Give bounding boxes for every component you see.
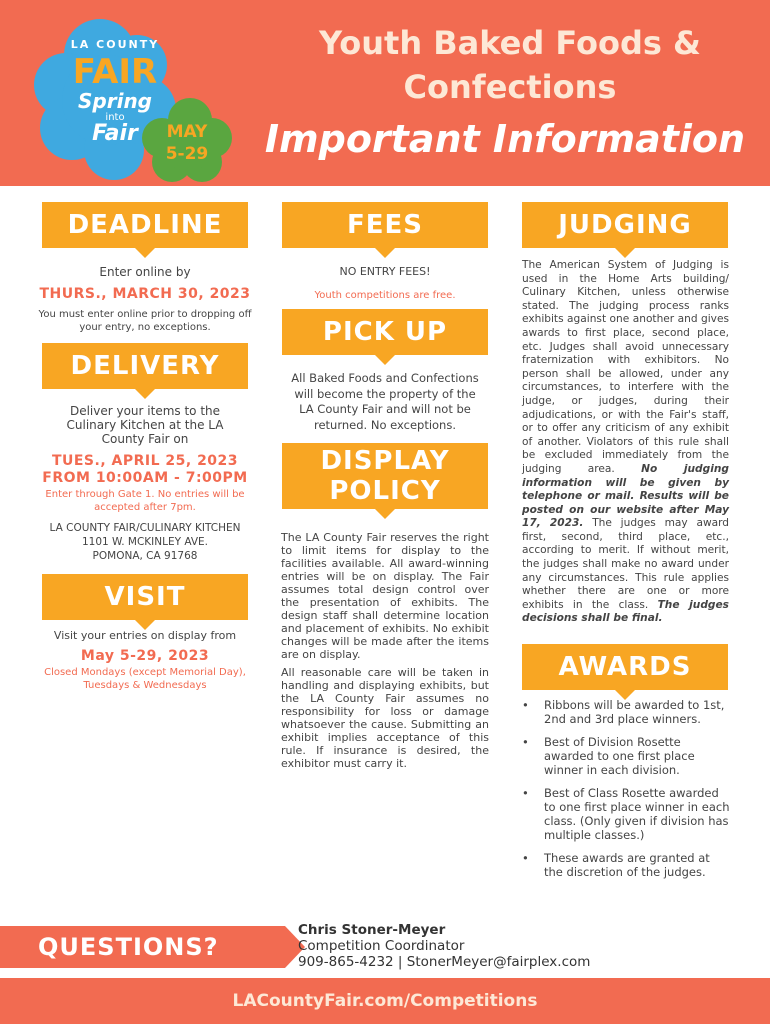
- logo-fair2-text: Fair: [92, 121, 138, 146]
- page-title-line1: Youth Baked Foods &: [319, 24, 701, 62]
- delivery-address-line3: POMONA, CA 91768: [92, 550, 198, 562]
- delivery-address-line2: 1101 W. MCKINLEY AVE.: [81, 536, 209, 548]
- contact-block: [298, 922, 590, 970]
- visit-note: Closed Mondays (except Memorial Day), Tuesdays & Wednesdays: [44, 667, 246, 691]
- judging-text-c: The judges may award first, second, third place, etc., according to merit. If without merit, the judges shall make no award under any circumstances. This rule applies whether there are one or more exhibits in the class.: [522, 517, 730, 611]
- fees-heading: FEES: [282, 202, 488, 248]
- delivery-intro: Deliver your items to the Culinary Kitchen at the LA County Fair on: [66, 404, 224, 446]
- list-item: • Best of Class Rosette awarded to one first place winner in each class. (Only given if division has multiple classes.): [522, 786, 732, 842]
- visit-heading: VISIT: [42, 574, 248, 620]
- deadline-intro: Enter online by: [99, 265, 191, 279]
- pickup-heading: PICK UP: [282, 309, 488, 355]
- list-item: • Ribbons will be awarded to 1st, 2nd and 3rd place winners.: [522, 698, 732, 726]
- la-county-fair-logo: [22, 10, 242, 185]
- list-item: • These awards are granted at the discretion of the judges.: [522, 851, 732, 879]
- delivery-time: FROM 10:00AM - 7:00PM: [42, 470, 248, 486]
- judging-text-d: The judges decisions shall be final.: [522, 598, 729, 625]
- deadline-heading: DEADLINE: [42, 202, 248, 248]
- date-badge-days: 5-29: [165, 144, 209, 164]
- awards-heading: AWARDS: [522, 644, 728, 690]
- logo-arc-text: LA COUNTY: [70, 38, 160, 51]
- questions-banner: QUESTIONS?: [0, 926, 285, 968]
- deadline-note: You must enter online prior to dropping off your entry, no exceptions.: [38, 309, 252, 333]
- date-badge-month: MAY: [166, 122, 208, 142]
- fees-line2: Youth competitions are free.: [314, 290, 456, 301]
- deadline-date: THURS., MARCH 30, 2023: [39, 286, 251, 302]
- judging-text-b: No judging information will be given by telephone or mail. Results will be posted on our website after May 17, 2023.: [522, 462, 729, 530]
- contact-phone-email[interactable]: 909-865-4232 | StonerMeyer@fairplex.com: [298, 954, 591, 970]
- visit-intro: Visit your entries on display from: [53, 629, 237, 642]
- footer-url[interactable]: LACountyFair.com/Competitions: [0, 978, 770, 1024]
- judging-text-a: The American System of Judging is used in the Home Arts building/ Culinary Kitchen, unless otherwise stated. The judging process ranks exhibits against one another and gives awards to first place, second place, etc. Judges shall avoid unnecessary fraternization with exhibitors. No person shall be allowed, under any circumstances, to interfere with the judge, or judges, during their adjudications, or with the Fair's staff, or to offer any criticism of any exhibit of another. Violators of this rule shall be excluded immediately from the judging area.: [522, 259, 729, 475]
- list-item: • Best of Division Rosette awarded to one first place winner in each division.: [522, 735, 732, 777]
- page-subtitle: Important Information: [264, 117, 746, 161]
- delivery-heading: DELIVERY: [42, 343, 248, 389]
- page-title-line2: Confections: [403, 68, 617, 106]
- header-banner: [0, 0, 770, 186]
- delivery-date: TUES., APRIL 25, 2023: [51, 453, 239, 469]
- fees-line1: NO ENTRY FEES!: [339, 265, 431, 278]
- awards-list: [522, 698, 732, 888]
- logo-fair-text: FAIR: [72, 52, 158, 92]
- contact-name: Chris Stoner-Meyer: [298, 922, 446, 938]
- contact-role: Competition Coordinator: [298, 938, 465, 954]
- delivery-note: Enter through Gate 1. No entries will be accepted after 7pm.: [45, 489, 245, 513]
- display-heading-line2: POLICY: [329, 476, 441, 506]
- display-heading-line1: DISPLAY: [320, 446, 450, 476]
- logo-spring-text: Spring: [78, 89, 152, 113]
- delivery-address-line1: LA COUNTY FAIR/CULINARY KITCHEN: [49, 522, 241, 534]
- logo-into-text: into: [105, 112, 125, 123]
- judging-text: [522, 259, 729, 626]
- pickup-text: All Baked Foods and Confections will become the property of the LA County Fair and will not be returned. No exceptions.: [291, 371, 479, 432]
- display-para2: All reasonable care will be taken in handling and displaying exhibits, but the LA County Fair assumes no responsibility for loss or damage whatsoever the cause. Submitting an exhibit implies acceptance of this rule. If insurance is desired, the exhibitor must carry it.: [281, 666, 489, 770]
- display-para1: The LA County Fair reserves the right to limit items for display to the facilities available. All award-winning entries will be on display. The Fair assumes total design control over the presentation of exhibits. The design staff shall determine location and placement of exhibits. No exhibit changes will be made after the items are on display.: [281, 531, 489, 661]
- display-policy-heading: [282, 443, 488, 509]
- visit-date: May 5-29, 2023: [80, 648, 210, 664]
- judging-heading: JUDGING: [522, 202, 728, 248]
